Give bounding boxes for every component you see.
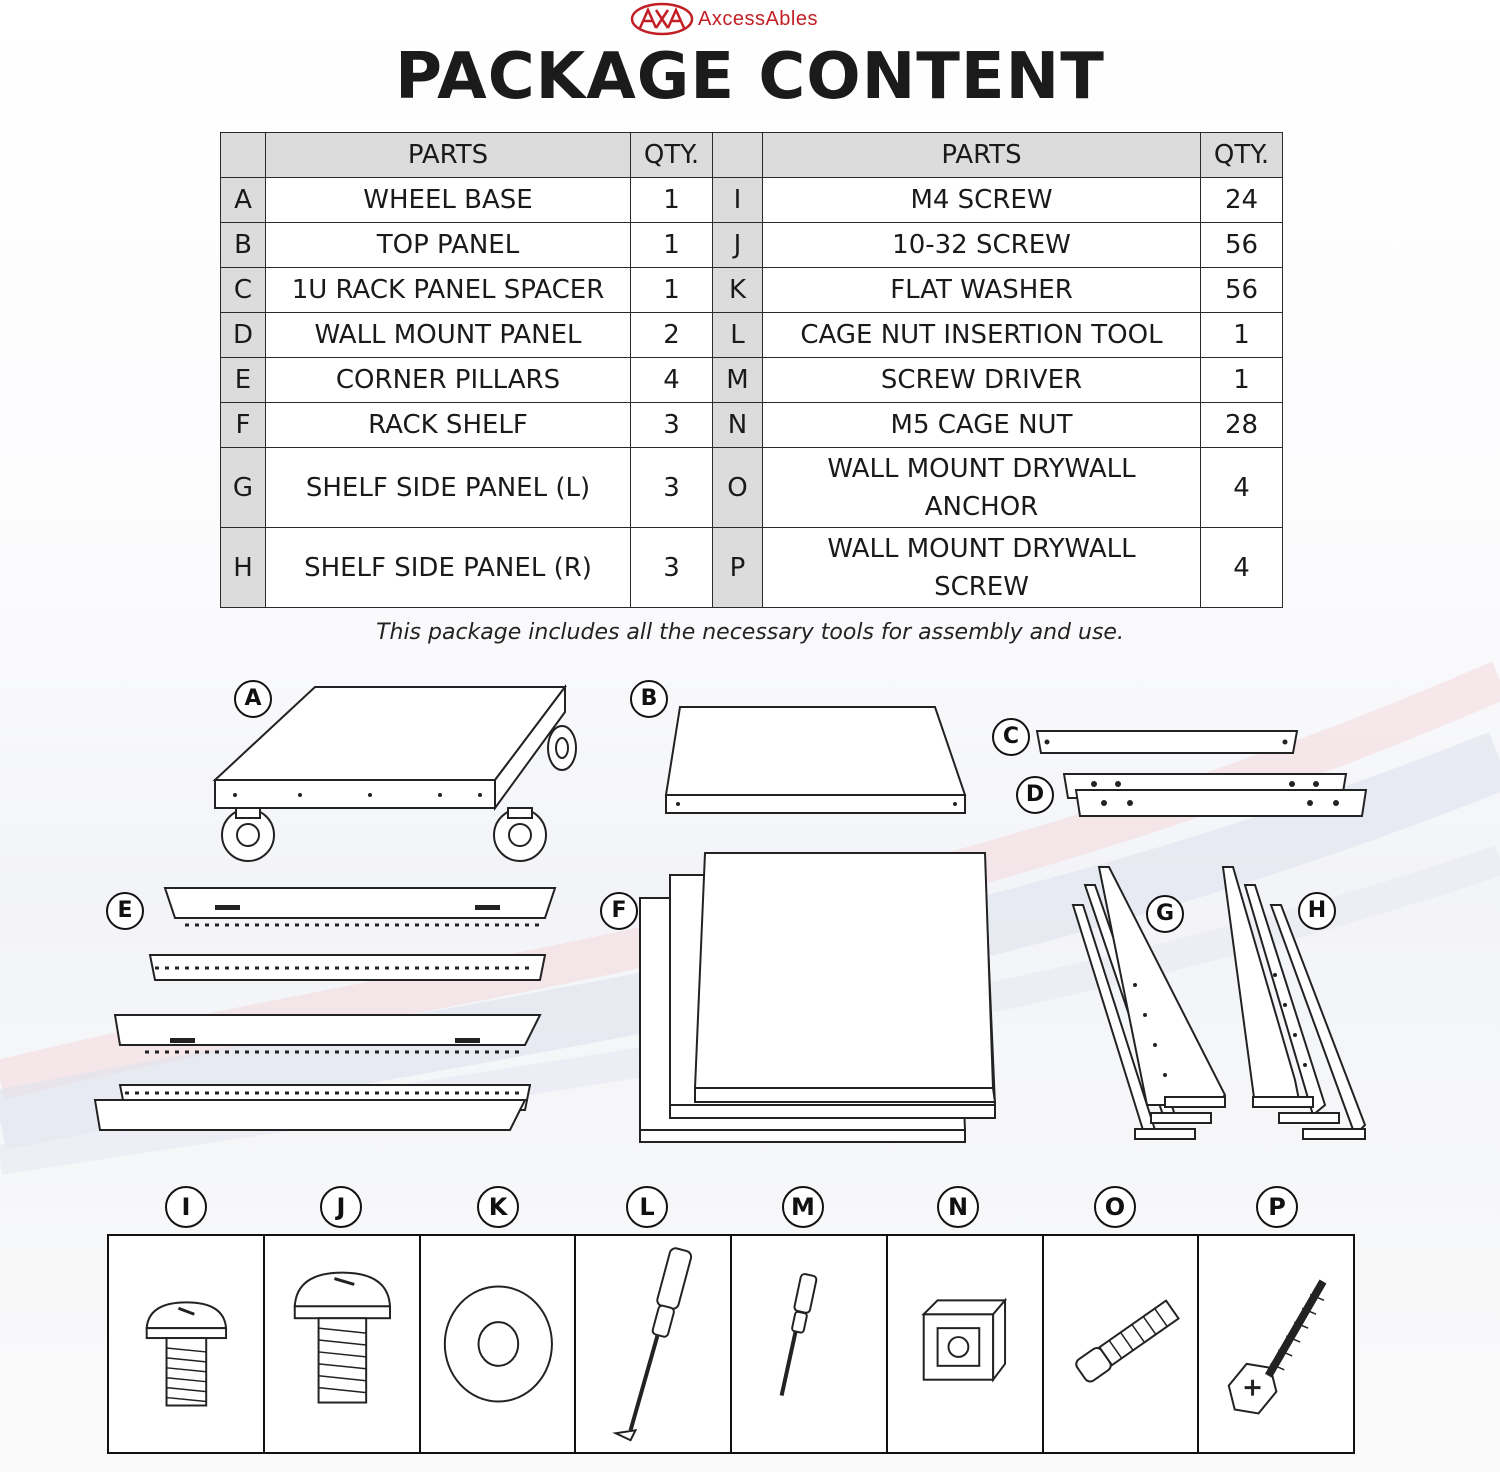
header-blank xyxy=(713,133,763,178)
hardware-row xyxy=(107,1234,1355,1454)
table-row xyxy=(221,313,1283,358)
part-name: CAGE NUT INSERTION TOOL xyxy=(763,313,1201,358)
part-name: WALL MOUNT DRYWALL ANCHOR xyxy=(763,448,1201,528)
label-n: N xyxy=(937,1186,979,1228)
label-i: I xyxy=(165,1186,207,1228)
table-row xyxy=(221,358,1283,403)
label-m: M xyxy=(782,1186,824,1228)
part-letter: E xyxy=(221,358,266,403)
label-h: H xyxy=(1298,892,1336,930)
table-row xyxy=(221,448,1283,528)
header-parts: PARTS xyxy=(763,133,1201,178)
label-p: P xyxy=(1256,1186,1298,1228)
part-letter: F xyxy=(221,403,266,448)
part-name: TOP PANEL xyxy=(266,223,631,268)
part-letter: O xyxy=(713,448,763,528)
table-row xyxy=(221,403,1283,448)
part-name: 10-32 SCREW xyxy=(763,223,1201,268)
label-a: A xyxy=(234,680,272,718)
part-qty: 3 xyxy=(631,448,713,528)
part-qty: 1 xyxy=(1201,313,1283,358)
part-qty: 4 xyxy=(1201,528,1283,608)
wheel-base-illustration xyxy=(200,680,590,865)
part-name: WALL MOUNT PANEL xyxy=(266,313,631,358)
table-row xyxy=(221,268,1283,313)
label-d: D xyxy=(1016,776,1054,814)
hardware-cell-m5-cage-nut xyxy=(888,1236,1044,1452)
m4-screw-icon xyxy=(109,1236,263,1452)
part-letter: J xyxy=(713,223,763,268)
label-k: K xyxy=(477,1186,519,1228)
part-qty: 1 xyxy=(631,178,713,223)
part-letter: A xyxy=(221,178,266,223)
label-g: G xyxy=(1146,895,1184,933)
part-qty: 2 xyxy=(631,313,713,358)
part-name: CORNER PILLARS xyxy=(266,358,631,403)
label-l: L xyxy=(626,1186,668,1228)
label-c: C xyxy=(992,718,1030,756)
corner-pillars-illustration xyxy=(85,880,565,1140)
brand-logo-mark xyxy=(630,2,694,36)
rack-shelf-illustration xyxy=(635,850,1005,1148)
m5-cage-nut-icon xyxy=(888,1236,1042,1452)
shelf-side-panel-right-illustration xyxy=(1215,865,1380,1150)
part-name: M5 CAGE NUT xyxy=(763,403,1201,448)
package-note: This package includes all the necessary tools for assembly and use. xyxy=(376,620,1124,645)
parts-table xyxy=(220,132,1283,608)
part-qty: 3 xyxy=(631,403,713,448)
table-row xyxy=(221,528,1283,608)
hardware-cell-screw-driver xyxy=(732,1236,888,1452)
part-letter: M xyxy=(713,358,763,403)
brand-name: AxcessAbles xyxy=(698,7,818,30)
part-name: 1U RACK PANEL SPACER xyxy=(266,268,631,313)
part-qty: 4 xyxy=(1201,448,1283,528)
part-name: M4 SCREW xyxy=(763,178,1201,223)
part-letter: H xyxy=(221,528,266,608)
hardware-cell-m4-screw xyxy=(109,1236,265,1452)
table-header-row xyxy=(221,133,1283,178)
part-name: WHEEL BASE xyxy=(266,178,631,223)
part-name: WALL MOUNT DRYWALL SCREW xyxy=(763,528,1201,608)
header-parts: PARTS xyxy=(266,133,631,178)
part-letter: D xyxy=(221,313,266,358)
label-o: O xyxy=(1094,1186,1136,1228)
part-name: RACK SHELF xyxy=(266,403,631,448)
part-letter: N xyxy=(713,403,763,448)
label-b: B xyxy=(630,680,668,718)
label-j: J xyxy=(320,1186,362,1228)
label-f: F xyxy=(600,892,638,930)
drywall-screw-icon xyxy=(1199,1236,1353,1452)
part-qty: 3 xyxy=(631,528,713,608)
part-letter: P xyxy=(713,528,763,608)
part-qty: 56 xyxy=(1201,268,1283,313)
part-name: FLAT WASHER xyxy=(763,268,1201,313)
hardware-cell-drywall-anchor xyxy=(1044,1236,1200,1452)
part-letter: G xyxy=(221,448,266,528)
screw-driver-icon xyxy=(732,1236,886,1452)
top-panel-illustration xyxy=(660,700,970,820)
flat-washer-icon xyxy=(421,1236,575,1452)
label-e: E xyxy=(106,892,144,930)
10-32-screw-icon xyxy=(265,1236,419,1452)
table-row xyxy=(221,223,1283,268)
part-name: SHELF SIDE PANEL (R) xyxy=(266,528,631,608)
header-qty: QTY. xyxy=(631,133,713,178)
part-letter: B xyxy=(221,223,266,268)
shelf-side-panel-left-illustration xyxy=(1065,865,1230,1150)
part-name: SCREW DRIVER xyxy=(763,358,1201,403)
brand-logo xyxy=(630,2,880,36)
part-letter: I xyxy=(713,178,763,223)
part-letter: L xyxy=(713,313,763,358)
part-qty: 56 xyxy=(1201,223,1283,268)
wall-mount-panel-illustration xyxy=(1060,768,1370,823)
part-qty: 28 xyxy=(1201,403,1283,448)
part-qty: 1 xyxy=(1201,358,1283,403)
hardware-cell-flat-washer xyxy=(421,1236,577,1452)
hardware-cell-cage-nut-tool xyxy=(576,1236,732,1452)
part-qty: 1 xyxy=(631,223,713,268)
part-qty: 4 xyxy=(631,358,713,403)
hardware-cell-drywall-screw xyxy=(1199,1236,1353,1452)
hardware-cell-10-32-screw xyxy=(265,1236,421,1452)
part-name: SHELF SIDE PANEL (L) xyxy=(266,448,631,528)
part-letter: K xyxy=(713,268,763,313)
table-row xyxy=(221,178,1283,223)
part-letter: C xyxy=(221,268,266,313)
page-title: PACKAGE CONTENT xyxy=(395,40,1105,114)
part-qty: 1 xyxy=(631,268,713,313)
header-qty: QTY. xyxy=(1201,133,1283,178)
drywall-anchor-icon xyxy=(1044,1236,1198,1452)
part-qty: 24 xyxy=(1201,178,1283,223)
cage-nut-insertion-tool-icon xyxy=(576,1236,730,1452)
header-blank xyxy=(221,133,266,178)
rack-panel-spacer-illustration xyxy=(1035,725,1300,760)
